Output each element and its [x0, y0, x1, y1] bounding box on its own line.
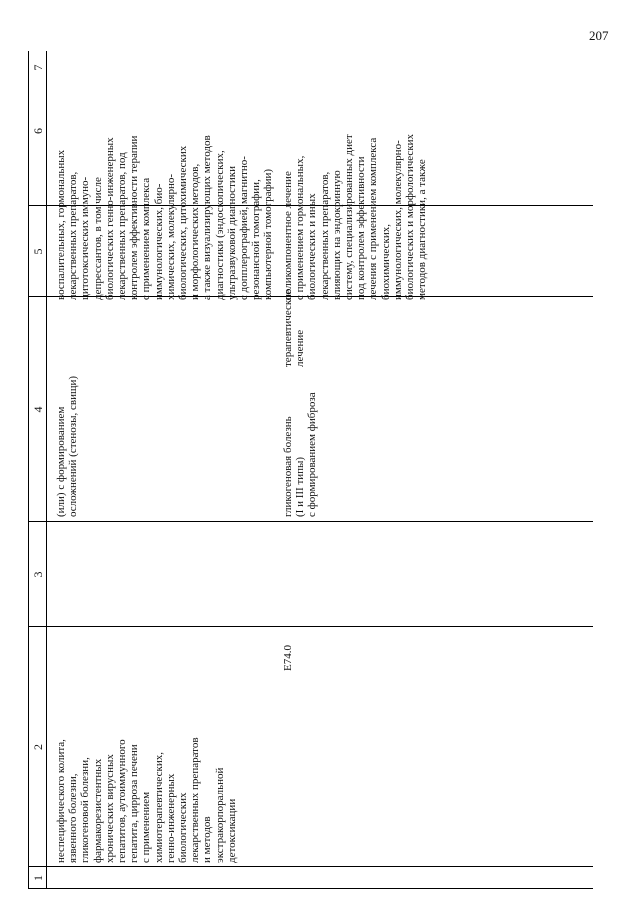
column-header-4: 4 [31, 406, 45, 413]
column-header-2: 2 [31, 744, 45, 750]
column-border [28, 626, 593, 627]
row2-code: E74.0 [282, 645, 294, 671]
page-number: 207 [589, 28, 609, 43]
row1-col2-text: неспецифического колита, язвенного болезни, гликогеновой болезни, фармакорезистентных хронических вирусных гепатитов, аутоиммунного гепатита, цирроза печени с применением химиотерапевтических, генно-инженерных биологических лекарственных препаратов и методов экстракорпоральной детоксикации [55, 737, 238, 863]
column-header-3: 3 [31, 571, 45, 578]
treatment-table [28, 51, 593, 889]
column-header-1: 1 [31, 875, 45, 881]
row2-col5-text: терапевтическое лечение [282, 289, 307, 367]
column-border [28, 866, 593, 867]
table-top-border [28, 51, 29, 889]
column-border [28, 888, 593, 889]
row1-col6-text: воспалительных, гормональных лекарственных препаратов, цитотоксических иммуно- депрессантов, в том числе биологических генно-инженерных лекарственных препаратов, под контролем эффективности терапии с применением комплекса иммунологических, био- химических, молекулярно- биологических, цитохимических и морфологических методов, а также визуализирующих методов диагностики (эндоскопических, ультразвуковой диагностики с допплерографией, магнитно- резонансной томографии, компьютерной томографии) [55, 135, 275, 300]
row2-col6-text: поликомпонентное лечение с применением гормональных, биологических и иных лекарственных препаратов, влияющих на эндокринную систему, специализированных диет под контролем эффективности лечения с применением комплекса биохимических, иммунологических, молекулярно- биологических и морфологических методов диагностики, а также [282, 133, 429, 300]
header-separator [46, 51, 47, 889]
column-header-6: 6 [31, 128, 45, 134]
column-border [28, 521, 593, 522]
row1-col4-text: (или) с формированием осложнений (стенозы, свищи) [55, 376, 80, 517]
column-header-5: 5 [31, 248, 45, 255]
row2-col4-text: гликогеновая болезнь (I и III типы) с формированием фиброза [282, 392, 319, 517]
column-header-7: 7 [31, 64, 45, 71]
